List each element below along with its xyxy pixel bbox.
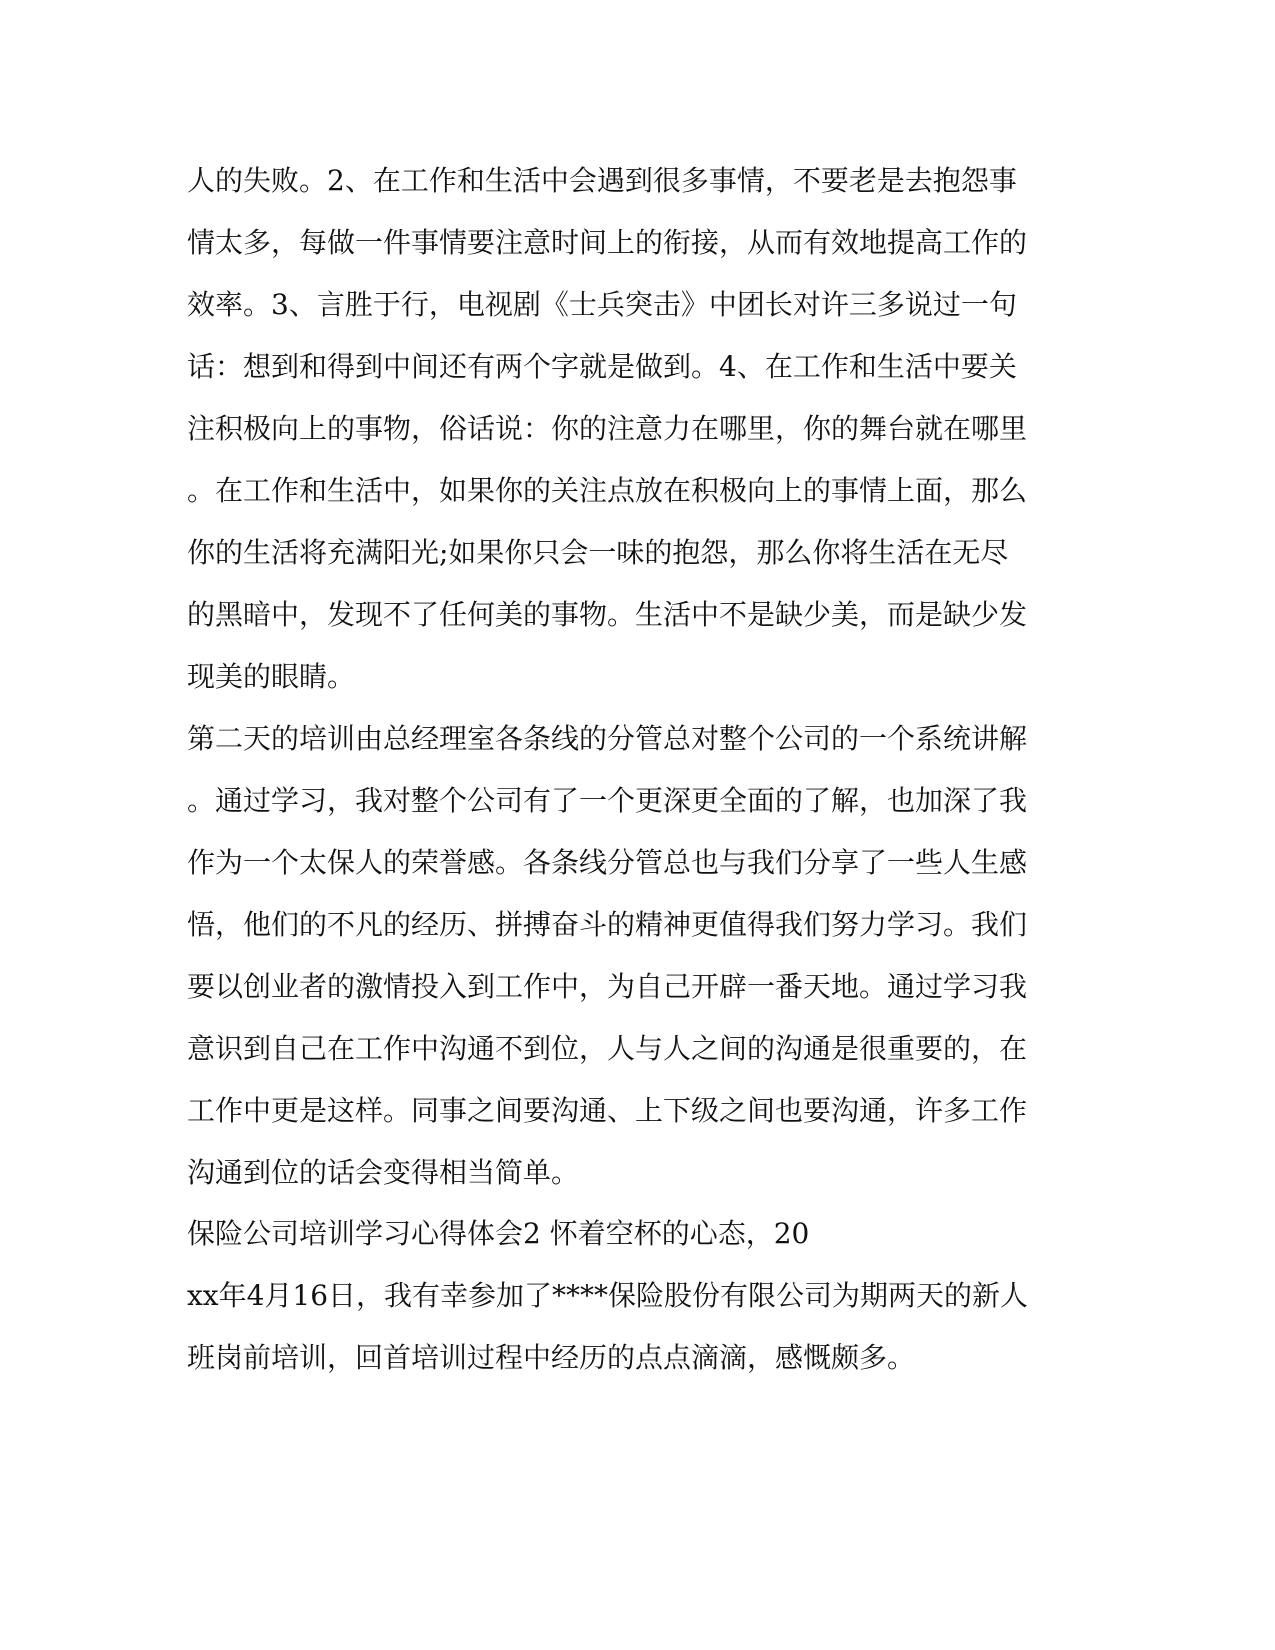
text-line: 话：想到和得到中间还有两个字就是做到。4、在工作和生活中要关	[187, 350, 1017, 383]
text-line: 情太多，每做一件事情要注意时间上的衔接，从而有效地提高工作的	[187, 226, 1028, 259]
text-line: 。通过学习，我对整个公司有了一个更深更全面的了解，也加深了我	[187, 784, 1028, 817]
heading-line: 保险公司培训学习心得体会2 怀着空杯的心态，20	[187, 1217, 810, 1250]
text-line: 。在工作和生活中，如果你的关注点放在积极向上的事情上面，那么	[187, 474, 1028, 507]
text-line: 作为一个太保人的荣誉感。各条线分管总也与我们分享了一些人生感	[187, 846, 1028, 879]
text-line: xx年4月16日，我有幸参加了****保险股份有限公司为期两天的新人	[187, 1279, 1029, 1312]
text-line: 沟通到位的话会变得相当简单。	[187, 1156, 580, 1189]
text-line: 悟，他们的不凡的经历、拼搏奋斗的精神更值得我们努力学习。我们	[187, 908, 1028, 941]
text-line: 第二天的培训由总经理室各条线的分管总对整个公司的一个系统讲解	[187, 722, 1028, 755]
text-line: 现美的眼睛。	[187, 660, 356, 693]
text-line: 要以创业者的激情投入到工作中，为自己开辟一番天地。通过学习我	[187, 970, 1028, 1003]
text-line: 班岗前培训，回首培训过程中经历的点点滴滴，感慨颇多。	[187, 1341, 916, 1374]
text-line: 注积极向上的事物，俗话说：你的注意力在哪里，你的舞台就在哪里	[187, 412, 1028, 445]
text-line: 意识到自己在工作中沟通不到位，人与人之间的沟通是很重要的，在	[187, 1032, 1028, 1065]
paragraph-2	[187, 708, 1037, 1204]
paragraph-1	[187, 150, 1037, 708]
text-line: 的黑暗中，发现不了任何美的事物。生活中不是缺少美，而是缺少发	[187, 598, 1028, 631]
paragraph-3	[187, 1203, 1037, 1389]
text-line: 人的失败。2、在工作和生活中会遇到很多事情，不要老是去抱怨事	[187, 164, 1017, 197]
text-line: 工作中更是这样。同事之间要沟通、上下级之间也要沟通，许多工作	[187, 1094, 1028, 1127]
text-line: 你的生活将充满阳光;如果你只会一味的抱怨，那么你将生活在无尽	[187, 536, 1009, 569]
text-line: 效率。3、言胜于行，电视剧《士兵突击》中团长对许三多说过一句	[187, 288, 1017, 321]
